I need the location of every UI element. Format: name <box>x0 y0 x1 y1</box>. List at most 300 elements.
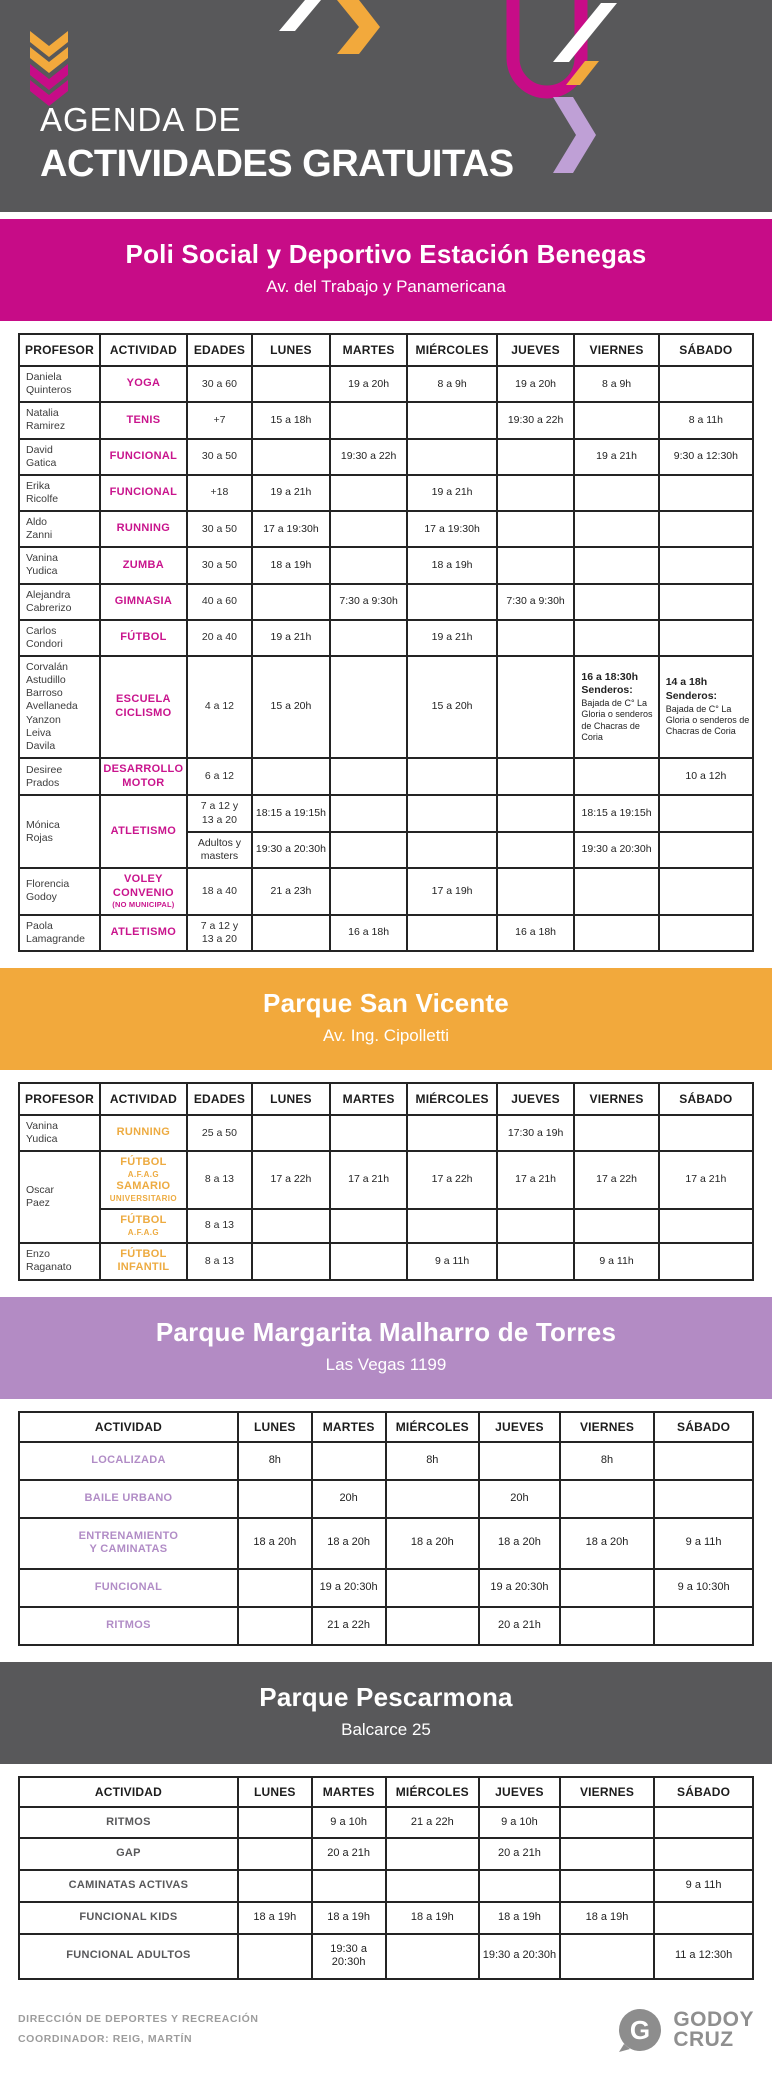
day-cell: 19:30 a 22h <box>497 402 575 438</box>
day-cell: 17 a 19:30h <box>252 511 330 547</box>
column-header: MIÉRCOLES <box>407 1083 496 1115</box>
day-cell <box>330 620 408 656</box>
day-cell: 18:15 a 19:15h <box>252 795 330 831</box>
day-cell: 21 a 23h <box>252 868 330 915</box>
day-cell <box>407 795 496 831</box>
day-cell: 17 a 21h <box>330 1151 408 1209</box>
table-row <box>19 402 753 438</box>
column-header: PROFESOR <box>19 334 100 366</box>
table-row <box>19 1518 753 1570</box>
column-header: JUEVES <box>497 334 575 366</box>
day-cell: 19 a 20h <box>497 366 575 402</box>
day-cell <box>659 795 753 831</box>
column-header: ACTIVIDAD <box>100 334 187 366</box>
day-cell <box>407 1115 496 1151</box>
day-cell <box>497 511 575 547</box>
logo-line1: GODOY <box>673 2008 754 2032</box>
section-banner <box>0 1297 772 1399</box>
section-pescarmona <box>0 1662 772 1981</box>
day-cell: 19:30 a 20:30h <box>574 832 658 868</box>
day-cell: 20 a 21h <box>479 1838 560 1870</box>
column-header: VIERNES <box>560 1777 654 1807</box>
day-cell <box>238 1934 312 1980</box>
day-cell: 19:30 a 22h <box>330 439 408 475</box>
table-row <box>19 1115 753 1151</box>
profesor-cell: Carlos Condori <box>19 620 100 656</box>
day-cell: 16 a 18h <box>330 915 408 951</box>
day-cell <box>654 1607 753 1645</box>
schedule-table <box>18 1082 754 1281</box>
profesor-cell: Oscar Paez <box>19 1151 100 1242</box>
section-san-vicente <box>0 968 772 1281</box>
day-cell <box>574 868 658 915</box>
activity-cell: YOGA <box>100 366 187 402</box>
profesor-cell: Natalia Ramirez <box>19 402 100 438</box>
profesor-cell: Mónica Rojas <box>19 795 100 868</box>
day-cell <box>238 1838 312 1870</box>
day-cell: 17 a 21h <box>497 1151 575 1209</box>
table-row <box>19 758 753 796</box>
day-cell <box>659 366 753 402</box>
activity-cell: ATLETISMO <box>100 915 187 951</box>
activity-cell: RITMOS <box>19 1607 238 1645</box>
activity-cell: FUNCIONAL <box>100 475 187 511</box>
day-cell <box>407 1209 496 1243</box>
day-cell: 19 a 21h <box>252 620 330 656</box>
day-cell <box>330 475 408 511</box>
day-cell: 17 a 22h <box>574 1151 658 1209</box>
activity-cell: FÚTBOL INFANTIL <box>100 1243 187 1281</box>
day-cell <box>497 1209 575 1243</box>
day-cell <box>497 1243 575 1281</box>
day-cell <box>330 1243 408 1281</box>
activity-cell: GAP <box>19 1838 238 1870</box>
day-cell: 19:30 a 20:30h <box>312 1934 386 1980</box>
activity-cell: GIMNASIA <box>100 584 187 620</box>
day-cell <box>560 1480 654 1518</box>
day-cell <box>560 1807 654 1839</box>
column-header: SÁBADO <box>654 1412 753 1442</box>
profesor-cell: Florencia Godoy <box>19 868 100 915</box>
day-cell <box>659 584 753 620</box>
day-cell <box>386 1480 480 1518</box>
activity-cell: FÚTBOL A.F.A.G SAMARIO UNIVERSITARIO <box>100 1151 187 1209</box>
column-header: SÁBADO <box>659 334 753 366</box>
column-header: SÁBADO <box>654 1777 753 1807</box>
section-subtitle: Av. Ing. Cipolletti <box>323 1026 449 1045</box>
day-cell <box>252 584 330 620</box>
day-cell <box>574 1115 658 1151</box>
day-cell: 18 a 20h <box>238 1518 312 1570</box>
godoy-cruz-logo <box>616 2006 754 2054</box>
table-row <box>19 439 753 475</box>
day-cell <box>654 1442 753 1480</box>
activity-cell: BAILE URBANO <box>19 1480 238 1518</box>
section-subtitle: Balcarce 25 <box>341 1719 431 1739</box>
column-header: JUEVES <box>497 1083 575 1115</box>
ages-cell: 8 a 13 <box>187 1243 252 1281</box>
day-cell: 9 a 11h <box>654 1518 753 1570</box>
day-cell <box>574 402 658 438</box>
day-cell <box>407 584 496 620</box>
day-cell: 8 a 11h <box>659 402 753 438</box>
day-cell <box>238 1870 312 1902</box>
day-cell <box>312 1442 386 1480</box>
column-header: LUNES <box>238 1777 312 1807</box>
day-cell <box>574 547 658 583</box>
day-cell: 17 a 22h <box>252 1151 330 1209</box>
activity-cell: FUNCIONAL <box>19 1569 238 1607</box>
day-cell <box>659 511 753 547</box>
day-cell: 17 a 19:30h <box>407 511 496 547</box>
day-cell <box>659 1209 753 1243</box>
day-cell: 19:30 a 20:30h <box>479 1934 560 1980</box>
ages-cell: 25 a 50 <box>187 1115 252 1151</box>
day-cell <box>574 1209 658 1243</box>
day-cell <box>238 1607 312 1645</box>
day-cell: 18:15 a 19:15h <box>574 795 658 831</box>
day-cell <box>654 1480 753 1518</box>
profesor-cell: Desiree Prados <box>19 758 100 796</box>
day-cell <box>386 1607 480 1645</box>
day-cell: 18 a 19h <box>238 1902 312 1934</box>
day-cell: 9 a 10:30h <box>654 1569 753 1607</box>
profesor-cell: Paola Lamagrande <box>19 915 100 951</box>
day-cell: 17:30 a 19h <box>497 1115 575 1151</box>
section-subtitle: Av. del Trabajo y Panamericana <box>266 277 506 296</box>
day-cell <box>330 758 408 796</box>
day-cell: 18 a 19h <box>312 1902 386 1934</box>
day-cell: 18 a 19h <box>407 547 496 583</box>
ages-cell: 30 a 60 <box>187 366 252 402</box>
table-row <box>19 1480 753 1518</box>
day-cell <box>497 620 575 656</box>
credits-line2: COORDINADOR: REIG, MARTÍN <box>18 2033 193 2045</box>
day-cell <box>574 620 658 656</box>
footer <box>18 2006 754 2054</box>
day-cell: 10 a 12h <box>659 758 753 796</box>
day-cell <box>574 758 658 796</box>
day-cell: 19 a 21h <box>407 620 496 656</box>
day-cell: 15 a 20h <box>252 656 330 758</box>
column-header: MARTES <box>330 1083 408 1115</box>
day-cell: 7:30 a 9:30h <box>497 584 575 620</box>
activity-cell: RUNNING <box>100 1115 187 1151</box>
activity-cell: FUNCIONAL KIDS <box>19 1902 238 1934</box>
table-row <box>19 1151 753 1209</box>
profesor-cell: Corvalán Astudillo Barroso Avellaneda Yanzon Leiva Davila <box>19 656 100 758</box>
chevron-right-icon <box>337 0 380 54</box>
table-row <box>19 547 753 583</box>
column-header: JUEVES <box>479 1412 560 1442</box>
day-cell: 8h <box>238 1442 312 1480</box>
activity-cell: ZUMBA <box>100 547 187 583</box>
schedule-table <box>18 1776 754 1981</box>
profesor-cell: Alejandra Cabrerizo <box>19 584 100 620</box>
day-cell: 19 a 20:30h <box>312 1569 386 1607</box>
schedule-table <box>18 333 754 952</box>
day-cell <box>252 915 330 951</box>
table-row <box>19 656 753 758</box>
day-cell <box>330 868 408 915</box>
day-cell: 19 a 21h <box>252 475 330 511</box>
section-title: Parque Pescarmona <box>259 1681 513 1712</box>
day-cell <box>386 1569 480 1607</box>
day-cell: 19 a 21h <box>574 439 658 475</box>
day-cell: 17 a 19h <box>407 868 496 915</box>
day-cell <box>659 868 753 915</box>
day-cell: 9 a 11h <box>574 1243 658 1281</box>
activity-cell: FÚTBOL A.F.A.G <box>100 1209 187 1243</box>
ages-cell: 6 a 12 <box>187 758 252 796</box>
activity-cell: LOCALIZADA <box>19 1442 238 1480</box>
day-cell <box>497 758 575 796</box>
table-row <box>19 475 753 511</box>
column-header: ACTIVIDAD <box>19 1777 238 1807</box>
day-cell: 18 a 19h <box>560 1902 654 1934</box>
ages-cell: +18 <box>187 475 252 511</box>
day-cell <box>252 1243 330 1281</box>
day-cell <box>386 1870 480 1902</box>
column-header: SÁBADO <box>659 1083 753 1115</box>
table-row <box>19 511 753 547</box>
day-cell <box>238 1807 312 1839</box>
day-cell <box>386 1838 480 1870</box>
section-subtitle: Las Vegas 1199 <box>325 1355 447 1374</box>
day-cell <box>659 620 753 656</box>
section-banner <box>0 1662 772 1764</box>
day-cell <box>659 475 753 511</box>
day-cell <box>560 1838 654 1870</box>
day-cell: 18 a 19h <box>479 1902 560 1934</box>
table-row <box>19 1569 753 1607</box>
table-row <box>19 1442 753 1480</box>
day-cell <box>497 795 575 831</box>
column-header: VIERNES <box>560 1412 654 1442</box>
day-cell <box>330 547 408 583</box>
day-cell: 9 a 10h <box>479 1807 560 1839</box>
ages-cell: 8 a 13 <box>187 1209 252 1243</box>
day-cell: 20 a 21h <box>479 1607 560 1645</box>
day-cell <box>330 511 408 547</box>
ages-cell: Adultos y masters <box>187 832 252 868</box>
day-cell: 18 a 20h <box>479 1518 560 1570</box>
table-row <box>19 1838 753 1870</box>
activity-cell: RUNNING <box>100 511 187 547</box>
day-cell <box>560 1870 654 1902</box>
day-cell: 17 a 22h <box>407 1151 496 1209</box>
profesor-cell: Vanina Yudica <box>19 1115 100 1151</box>
day-cell: 21 a 22h <box>386 1807 480 1839</box>
day-cell: 16 a 18h <box>497 915 575 951</box>
day-cell: 8h <box>386 1442 480 1480</box>
day-cell <box>560 1607 654 1645</box>
ages-cell: 40 a 60 <box>187 584 252 620</box>
godoy-cruz-logo-icon <box>616 2006 664 2054</box>
day-cell <box>238 1480 312 1518</box>
day-cell <box>497 547 575 583</box>
day-cell: 19 a 20h <box>330 366 408 402</box>
day-cell <box>407 439 496 475</box>
ages-cell: 20 a 40 <box>187 620 252 656</box>
activity-cell: ESCUELA CICLISMO <box>100 656 187 758</box>
day-cell <box>330 1209 408 1243</box>
day-cell <box>560 1934 654 1980</box>
profesor-cell: Erika Ricolfe <box>19 475 100 511</box>
day-cell <box>252 439 330 475</box>
credits-line1: DIRECCIÓN DE DEPORTES Y RECREACIÓN <box>18 2013 259 2026</box>
day-cell: 9 a 11h <box>654 1870 753 1902</box>
activity-cell: ENTRENAMIENTO Y CAMINATAS <box>19 1518 238 1570</box>
day-cell <box>659 915 753 951</box>
section-banner <box>0 219 772 321</box>
table-row <box>19 1243 753 1281</box>
ages-cell: 7 a 12 y 13 a 20 <box>187 915 252 951</box>
table-row <box>19 620 753 656</box>
table-row <box>19 1209 753 1243</box>
day-cell: 19 a 20:30h <box>479 1569 560 1607</box>
day-cell <box>407 832 496 868</box>
day-cell: 8h <box>560 1442 654 1480</box>
godoy-cruz-logo-text <box>673 2010 754 2050</box>
svg-text:G: G <box>630 2015 651 2045</box>
chevron-down-icon <box>30 31 68 106</box>
day-cell <box>659 1115 753 1151</box>
day-cell <box>574 475 658 511</box>
day-cell <box>407 915 496 951</box>
section-title: Parque Margarita Malharro de Torres <box>155 1317 617 1347</box>
table-row <box>19 366 753 402</box>
day-cell: 21 a 22h <box>312 1607 386 1645</box>
column-header: EDADES <box>187 334 252 366</box>
activity-cell: FÚTBOL <box>100 620 187 656</box>
day-cell <box>407 402 496 438</box>
column-header: ACTIVIDAD <box>19 1412 238 1442</box>
day-cell <box>659 832 753 868</box>
table-row <box>19 1902 753 1934</box>
day-cell: 19 a 21h <box>407 475 496 511</box>
column-header: MARTES <box>330 334 408 366</box>
day-cell: 9:30 a 12:30h <box>659 439 753 475</box>
day-cell <box>497 656 575 758</box>
column-header: LUNES <box>252 1083 330 1115</box>
column-header: LUNES <box>252 334 330 366</box>
day-cell <box>654 1807 753 1839</box>
day-cell <box>497 832 575 868</box>
column-header: MIÉRCOLES <box>386 1777 480 1807</box>
day-cell <box>330 1115 408 1151</box>
activity-cell: FUNCIONAL ADULTOS <box>19 1934 238 1980</box>
column-header: VIERNES <box>574 1083 658 1115</box>
day-cell <box>654 1902 753 1934</box>
day-cell <box>560 1569 654 1607</box>
column-header: MARTES <box>312 1412 386 1442</box>
logo-line2: CRUZ <box>673 2028 734 2051</box>
ages-cell: 30 a 50 <box>187 439 252 475</box>
day-cell <box>312 1870 386 1902</box>
day-cell <box>252 1209 330 1243</box>
section-banner <box>0 968 772 1070</box>
section-title: Poli Social y Deportivo Estación Benegas <box>125 239 647 269</box>
header-banner <box>0 0 772 212</box>
ages-cell: +7 <box>187 402 252 438</box>
activity-cell: VOLEY CONVENIO (NO MUNICIPAL) <box>100 868 187 915</box>
day-cell <box>659 547 753 583</box>
section-benegas <box>0 219 772 952</box>
activity-cell: ATLETISMO <box>100 795 187 868</box>
credits <box>18 2010 259 2050</box>
table-row <box>19 1607 753 1645</box>
page-title <box>40 101 514 186</box>
day-cell <box>330 832 408 868</box>
ages-cell: 30 a 50 <box>187 547 252 583</box>
day-cell <box>252 758 330 796</box>
day-cell: 18 a 20h <box>386 1518 480 1570</box>
day-cell: 11 a 12:30h <box>654 1934 753 1980</box>
slash-icon <box>279 0 321 31</box>
profesor-cell: Aldo Zanni <box>19 511 100 547</box>
table-row <box>19 868 753 915</box>
profesor-cell: Daniela Quinteros <box>19 366 100 402</box>
column-header: MARTES <box>312 1777 386 1807</box>
column-header: EDADES <box>187 1083 252 1115</box>
day-cell <box>497 439 575 475</box>
day-cell <box>479 1870 560 1902</box>
ages-cell: 30 a 50 <box>187 511 252 547</box>
day-cell <box>330 656 408 758</box>
day-cell <box>407 758 496 796</box>
table-row <box>19 1870 753 1902</box>
day-cell <box>654 1838 753 1870</box>
page-title-line2: ACTIVIDADES GRATUITAS <box>40 143 514 185</box>
day-cell <box>252 1115 330 1151</box>
day-cell <box>574 511 658 547</box>
day-cell <box>386 1934 480 1980</box>
day-cell: 20h <box>479 1480 560 1518</box>
day-cell: 18 a 20h <box>312 1518 386 1570</box>
column-header: LUNES <box>238 1412 312 1442</box>
ages-cell: 18 a 40 <box>187 868 252 915</box>
day-cell <box>497 868 575 915</box>
day-cell <box>659 1243 753 1281</box>
profesor-cell: David Gatica <box>19 439 100 475</box>
day-cell: 17 a 21h <box>659 1151 753 1209</box>
activity-cell: DESARROLLO MOTOR <box>100 758 187 796</box>
day-cell: 18 a 20h <box>560 1518 654 1570</box>
column-header: MIÉRCOLES <box>386 1412 480 1442</box>
day-cell: 20 a 21h <box>312 1838 386 1870</box>
day-cell: 18 a 19h <box>386 1902 480 1934</box>
activity-cell: TENIS <box>100 402 187 438</box>
table-row <box>19 915 753 951</box>
day-cell: 8 a 9h <box>574 366 658 402</box>
ages-cell: 7 a 12 y 13 a 20 <box>187 795 252 831</box>
day-cell <box>252 366 330 402</box>
day-cell <box>497 475 575 511</box>
day-cell: 9 a 10h <box>312 1807 386 1839</box>
schedule-table <box>18 1411 754 1646</box>
table-row <box>19 795 753 831</box>
day-cell: 15 a 18h <box>252 402 330 438</box>
day-cell <box>238 1569 312 1607</box>
section-malharro <box>0 1297 772 1646</box>
day-cell <box>479 1442 560 1480</box>
table-row <box>19 1807 753 1839</box>
column-header: PROFESOR <box>19 1083 100 1115</box>
activity-cell: CAMINATAS ACTIVAS <box>19 1870 238 1902</box>
ages-cell: 4 a 12 <box>187 656 252 758</box>
profesor-cell: Vanina Yudica <box>19 547 100 583</box>
